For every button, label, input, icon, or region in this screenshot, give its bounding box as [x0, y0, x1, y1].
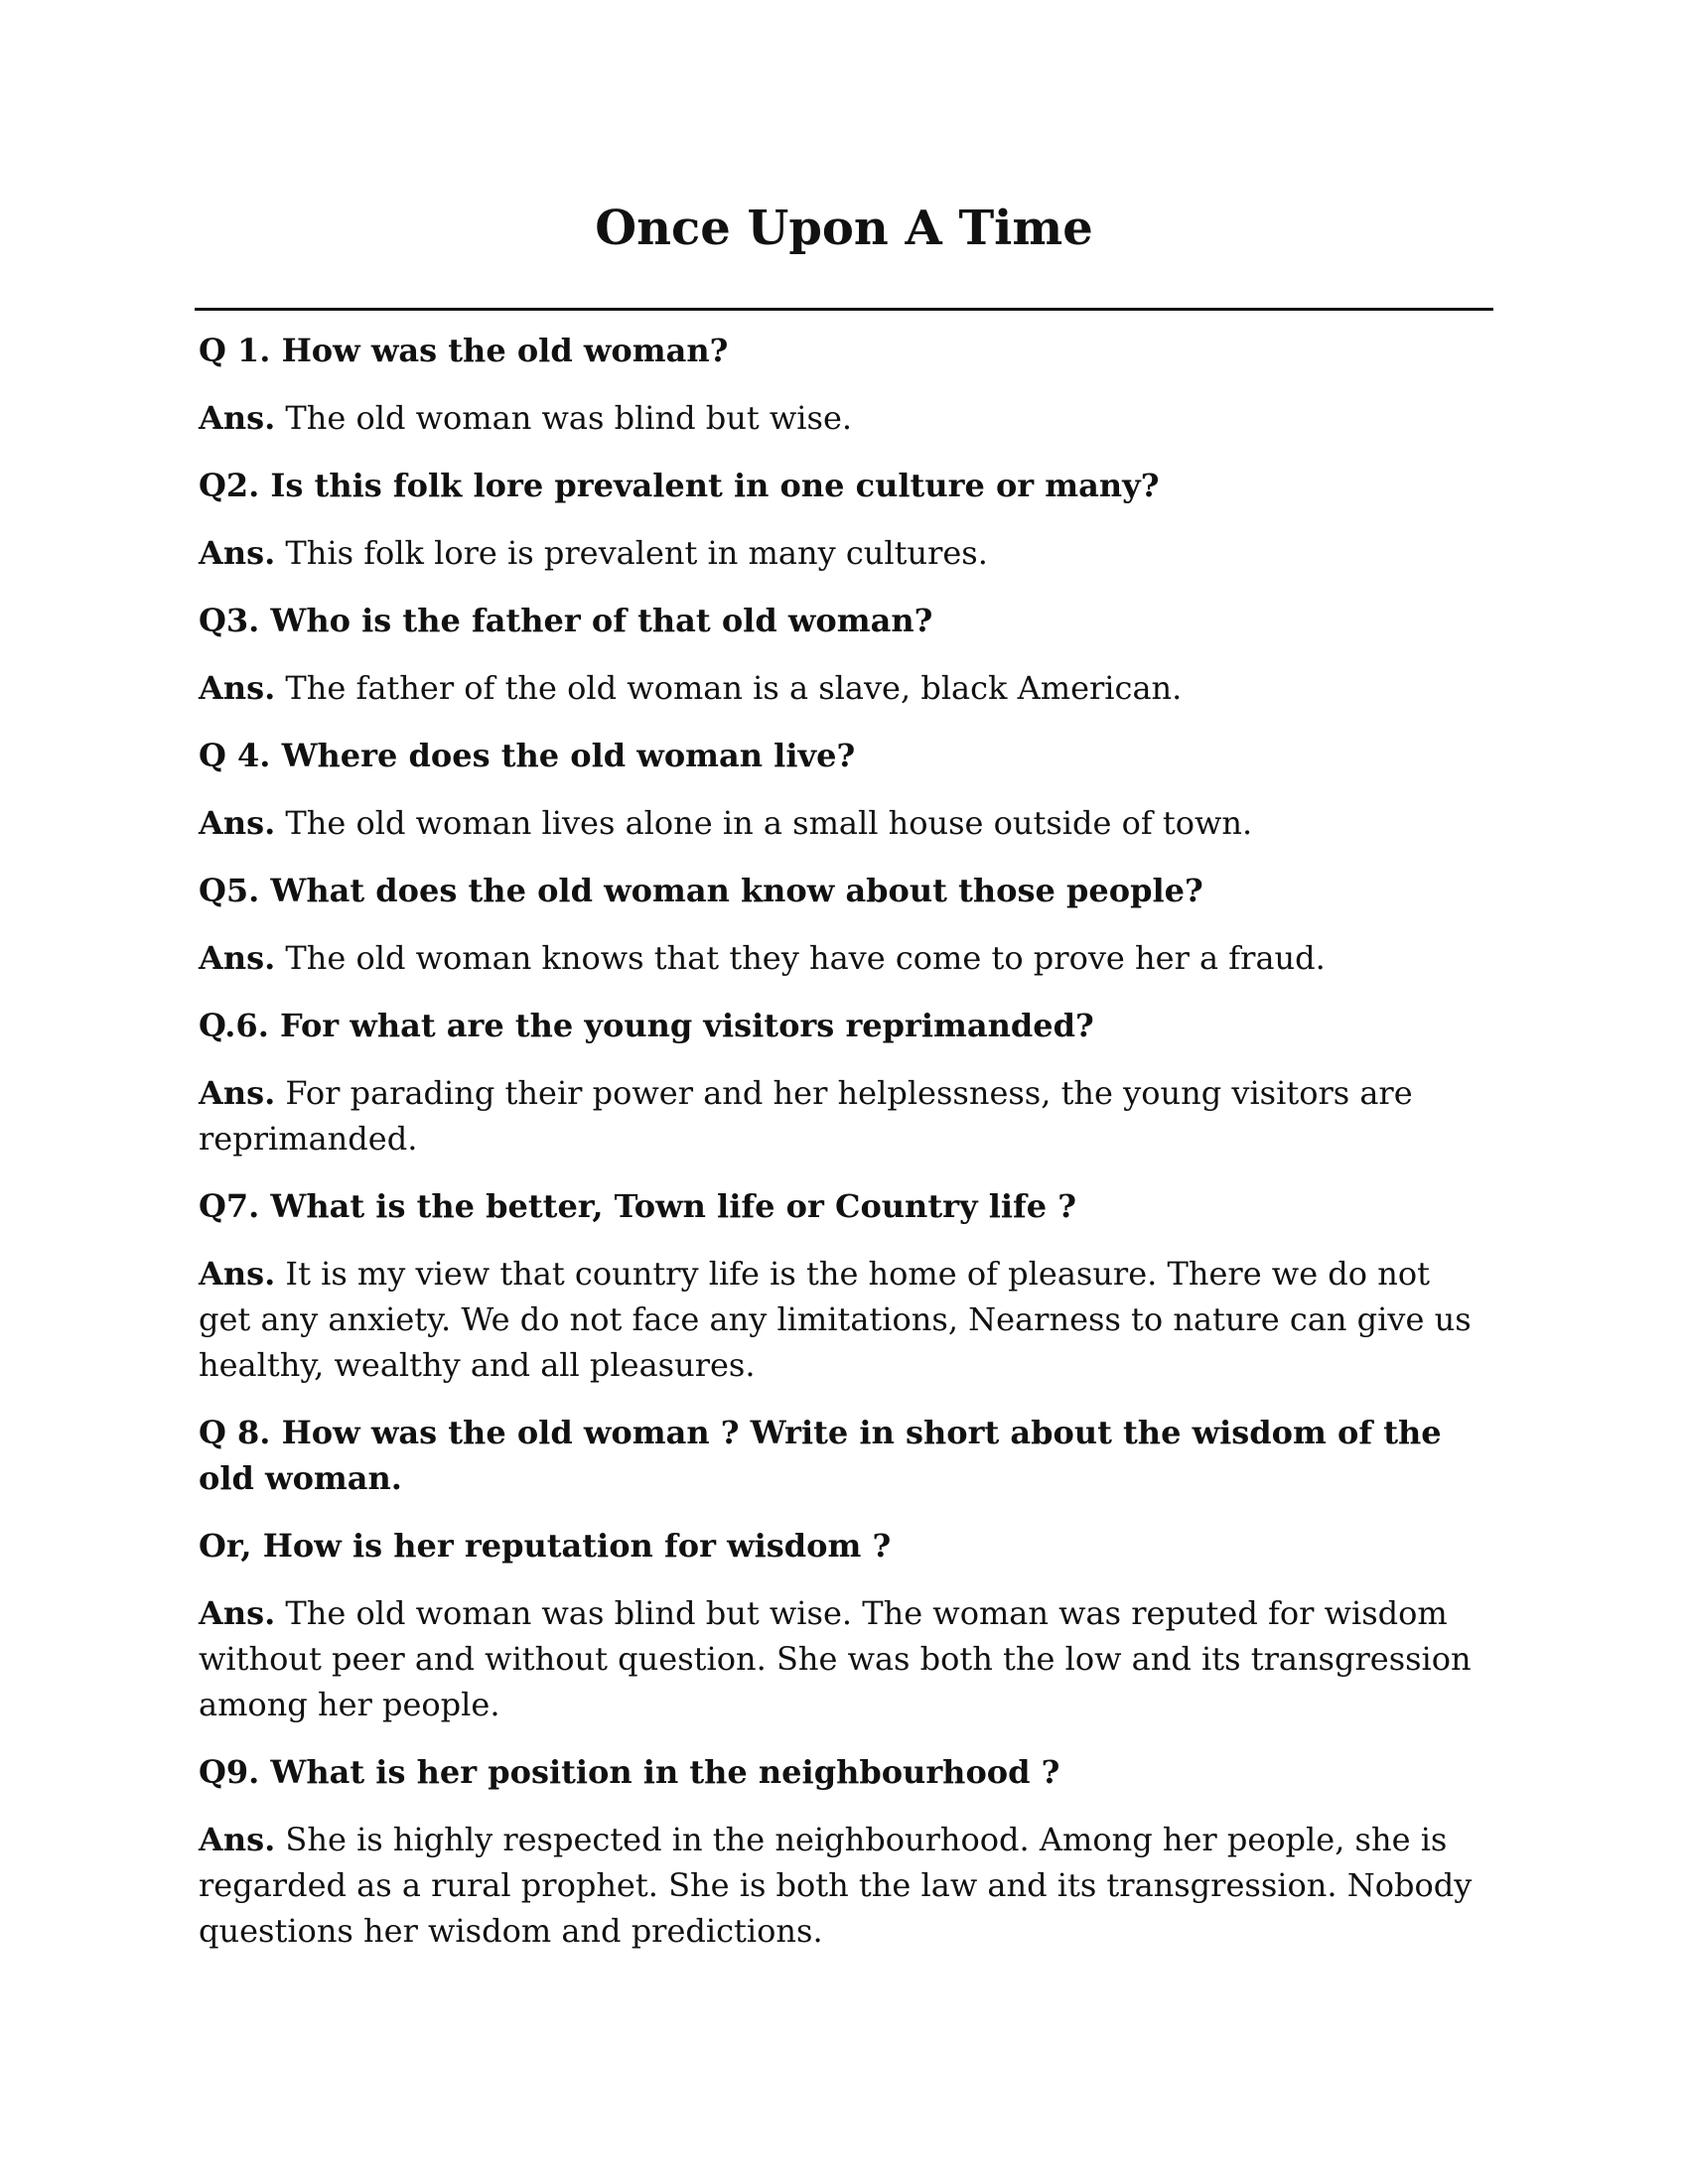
title-divider: [195, 308, 1493, 311]
question-4: Q 4. Where does the old woman live?: [199, 737, 856, 774]
answer-text: The old woman was blind but wise. The woman was reputed for wisdom without peer and without question. She was both the low and its transgression among her people.: [199, 1594, 1472, 1723]
answer-4: [199, 800, 1489, 846]
answer-text: The father of the old woman is a slave, black American.: [285, 669, 1183, 707]
answer-1: [199, 395, 1489, 441]
answer-text: She is highly respected in the neighbourhood. Among her people, she is regarded as a rural prophet. She is both the law and its transgression. Nobody questions her wisdom and predictions.: [199, 1821, 1473, 1950]
answer-8: [199, 1590, 1489, 1727]
answer-text: The old woman lives alone in a small house outside of town.: [285, 804, 1253, 842]
answer-6: [199, 1070, 1489, 1161]
question-8: Q 8. How was the old woman ? Write in short about the wisdom of the old woman.: [199, 1414, 1442, 1497]
question-2: Q2. Is this folk lore prevalent in one culture or many?: [199, 467, 1160, 504]
question-1: Q 1. How was the old woman?: [199, 332, 729, 369]
answer-text: The old woman was blind but wise.: [285, 399, 853, 437]
question-8-alt: Or, How is her reputation for wisdom ?: [199, 1527, 892, 1565]
answer-prefix: Ans.: [199, 534, 276, 572]
answer-7: [199, 1251, 1489, 1388]
answer-5: [199, 935, 1489, 981]
page-title: Once Upon A Time: [595, 201, 1093, 256]
question-3: Q3. Who is the father of that old woman?: [199, 602, 933, 639]
answer-prefix: Ans.: [199, 939, 276, 977]
answer-9: [199, 1817, 1489, 1954]
answer-prefix: Ans.: [199, 399, 276, 437]
answer-2: [199, 530, 1489, 576]
answer-prefix: Ans.: [199, 1255, 276, 1293]
answer-prefix: Ans.: [199, 669, 276, 707]
answer-prefix: Ans.: [199, 1821, 276, 1858]
qa-list: [199, 328, 1489, 1976]
question-9: Q9. What is her position in the neighbourhood ?: [199, 1753, 1060, 1791]
answer-prefix: Ans.: [199, 1074, 276, 1112]
answer-prefix: Ans.: [199, 804, 276, 842]
answer-3: [199, 665, 1489, 711]
answer-text: This folk lore is prevalent in many cultures.: [285, 534, 988, 572]
question-5: Q5. What does the old woman know about those people?: [199, 872, 1203, 909]
answer-text: For parading their power and her helplessness, the young visitors are reprimanded.: [199, 1074, 1413, 1158]
answer-prefix: Ans.: [199, 1594, 276, 1632]
answer-text: It is my view that country life is the home of pleasure. There we do not get any anxiety. We do not face any limitations, Nearness to nature can give us healthy, wealthy and all pleasures.: [199, 1255, 1472, 1384]
answer-text: The old woman knows that they have come to prove her a fraud.: [285, 939, 1326, 977]
question-6: Q.6. For what are the young visitors reprimanded?: [199, 1007, 1094, 1044]
question-7: Q7. What is the better, Town life or Country life ?: [199, 1187, 1077, 1225]
